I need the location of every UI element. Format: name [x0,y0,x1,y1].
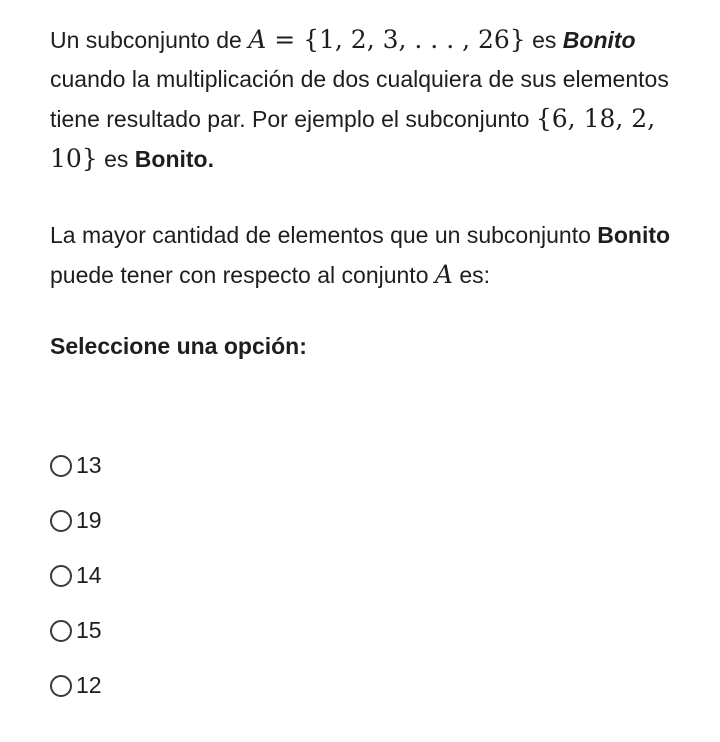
set-a-variable-2: A [434,260,453,289]
bonito-term-italic: Bonito [562,27,636,53]
radio-button[interactable] [50,620,72,642]
text-definition: cuando la multiplicación de dos cualquiera de sus elementos tiene resultado par. Por ejemplo el subconjunto [50,66,669,132]
option-label: 13 [76,452,102,478]
bonito-term-bold: Bonito. [134,146,214,172]
select-option-prompt: Seleccione una opción: [50,333,307,359]
option-label: 15 [76,617,102,643]
text-question-end: es: [452,262,491,288]
radio-button[interactable] [50,455,72,477]
option-19[interactable] [50,493,102,548]
set-a-definition: = {1, 2, 3, . . . , 26} [266,25,526,54]
text-question-mid: puede tener con respecto al conjunto [50,262,435,288]
radio-button[interactable] [50,675,72,697]
text-intro: Un subconjunto de [50,27,249,53]
question-container [50,20,690,698]
answer-options [50,438,102,713]
option-13[interactable] [50,438,102,493]
question-paragraph-2 [50,216,690,295]
option-15[interactable] [50,603,102,658]
bonito-term-bold-2: Bonito [597,222,671,248]
text-question-lead: La mayor cantidad de elementos que un subconjunto [50,222,598,248]
radio-button[interactable] [50,565,72,587]
option-label: 19 [76,507,102,533]
radio-button[interactable] [50,510,72,532]
option-label: 12 [76,672,102,698]
question-paragraph-1 [50,20,690,179]
example-set: {6, 18, 2, 10} [50,104,656,173]
option-12[interactable] [50,658,102,713]
text-es-2: es [97,146,135,172]
set-a-variable: A [248,25,267,54]
option-label: 14 [76,562,102,588]
option-14[interactable] [50,548,102,603]
text-es: es [525,27,563,53]
